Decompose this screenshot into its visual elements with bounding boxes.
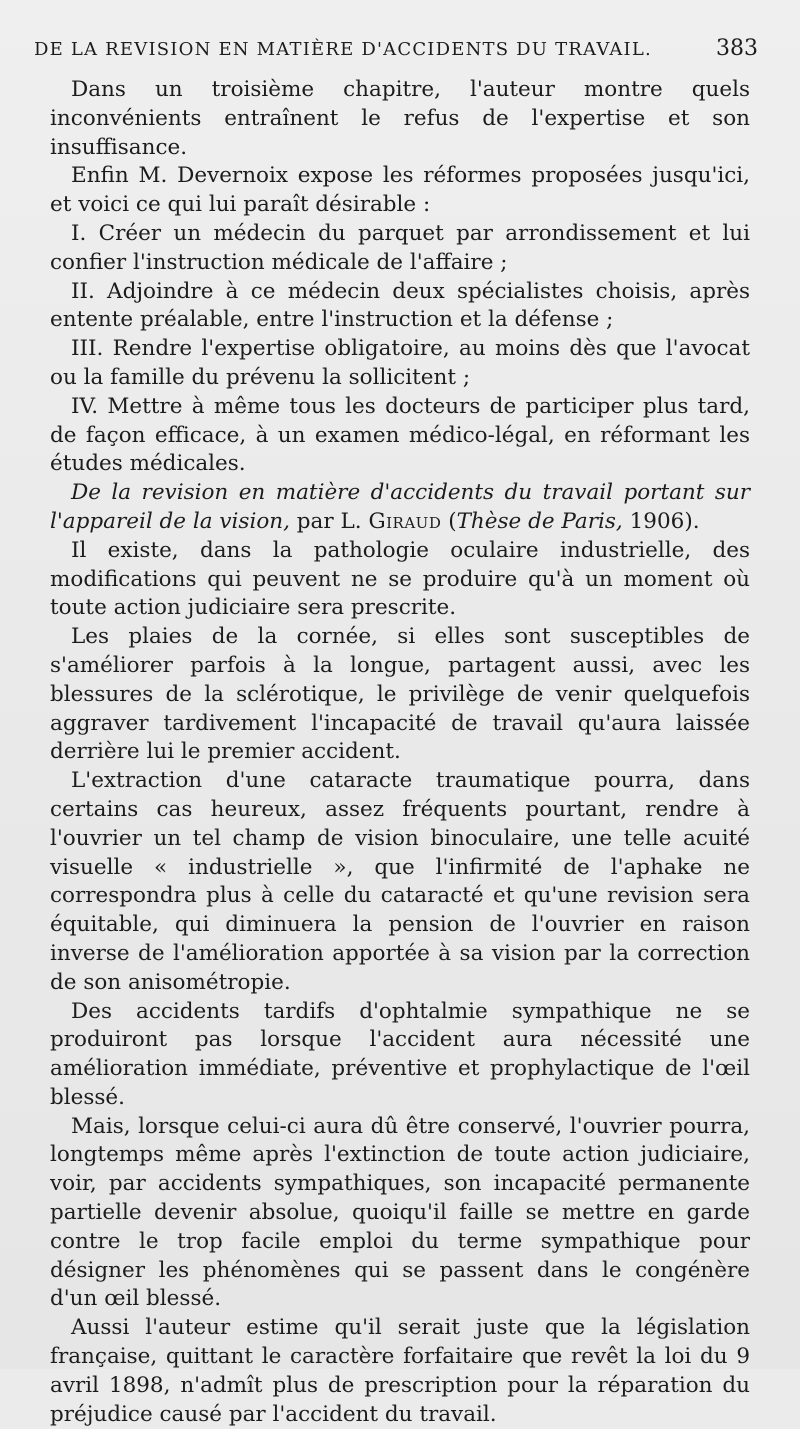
paragraph: Les plaies de la cornée, si elles sont susceptibles de s'améliorer parfois à la longue, partagent aussi, avec les blessures de la sclérotique, le privilège de venir quelquefois aggraver tardivement l'incapacité de travail qu'aura laissée derrière lui le premier accident. (50, 624, 750, 765)
page-header (34, 36, 758, 76)
list-item-3: III. Rendre l'expertise obligatoire, au moins dès que l'avocat ou la famille du prévenu la sollicitent ; (50, 336, 750, 390)
citation-year: 1906). (629, 508, 700, 534)
list-item-1: I. Créer un médecin du parquet par arrondissement et lui confier l'instruction médicale de l'affaire ; (50, 220, 750, 275)
paragraph: Enfin M. Devernoix expose les réformes proposées jusqu'ici, et voici ce qui lui paraît désirable : (50, 163, 750, 218)
paragraph: Aussi l'auteur estime qu'il serait juste que la législation française, quittant le caractère forfaitaire que revêt la loi du 9 avril 1898, n'admît plus de prescription pour la réparation du préjudice causé par l'accident du travail. (50, 1315, 750, 1427)
running-title: DE LA REVISION EN MATIÈRE D'ACCIDENTS DU TRAVAIL. (34, 39, 652, 60)
citation-author: Giraud (368, 508, 442, 534)
citation-by: par L. (296, 508, 362, 534)
paragraph: Mais, lorsque celui-ci aura dû être conservé, l'ouvrier pourra, longtemps même après l'extinction de toute action judiciaire, voir, par accidents sympathiques, son incapacité permanente partielle devenir absolue, quoiqu'il faille se mettre en garde contre le trop facile emploi du terme sympathique pour désigner les phénomènes qui se passent dans le congénère d'un œil blessé. (50, 1113, 750, 1312)
bibliographic-citation (50, 479, 750, 537)
citation-open-paren: ( (448, 508, 457, 534)
paragraph: Il existe, dans la pathologie oculaire industrielle, des modifications qui peuvent ne se produire qu'à un moment où toute action judiciaire sera prescrite. (50, 537, 750, 621)
page-body (50, 76, 750, 1429)
citation-source: Thèse de Paris, (456, 508, 623, 534)
list-item-2: II. Adjoindre à ce médecin deux spécialistes choisis, après entente préalable, entre l'instruction et la défense ; (50, 278, 750, 333)
paragraph: L'extraction d'une cataracte traumatique pourra, dans certains cas heureux, assez fréquents pourtant, rendre à l'ouvrier un tel champ de vision binoculaire, une telle acuité visuelle « industrielle », que l'infirmité de l'aphake ne correspondra plus à celle du cataracté et qu'une revision sera équitable, qui diminuera la pension de l'ouvrier en raison inverse de l'amélioration apportée à sa vision par la correction de son anisométropie. (50, 768, 750, 995)
paragraph: Des accidents tardifs d'ophtalmie sympathique ne se produiront pas lorsque l'accident aura nécessité une amélioration immédiate, préventive et prophylactique de l'œil blessé. (50, 998, 750, 1110)
page-number: 383 (716, 36, 758, 61)
citation-title: De la revision en matière d'accidents du travail portant sur l'appareil de la vision, (50, 480, 750, 534)
paragraph: Dans un troisième chapitre, l'auteur montre quels inconvénients entraînent le refus de l'expertise et son insuffisance. (50, 77, 750, 160)
list-item-4: IV. Mettre à même tous les docteurs de participer plus tard, de façon efficace, à un examen médico-légal, en réformant les études médicales. (50, 393, 750, 477)
